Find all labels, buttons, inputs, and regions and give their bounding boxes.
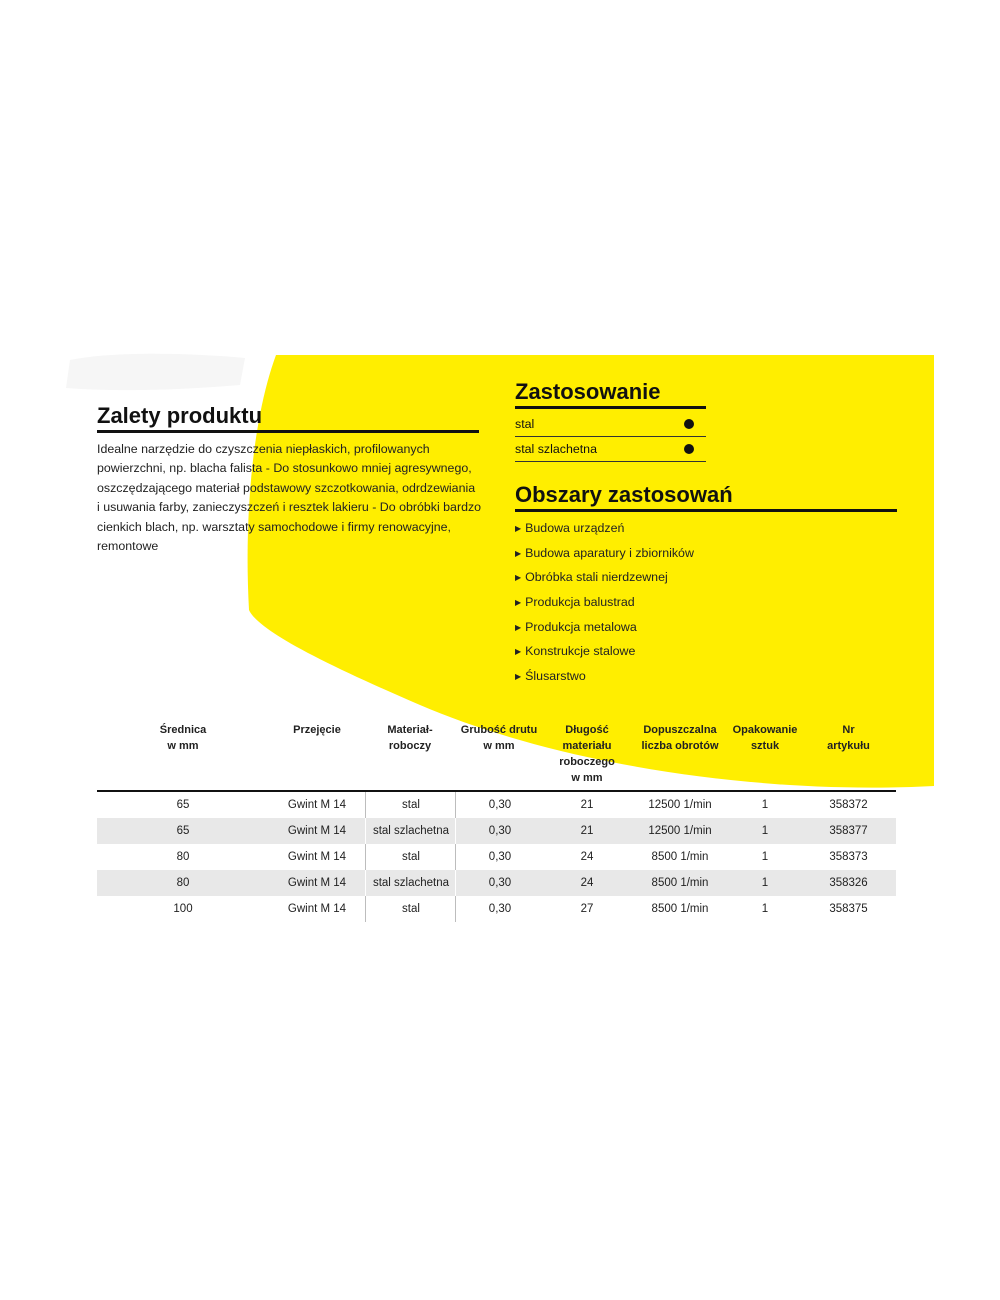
table-cell-wire: 0,30	[455, 792, 544, 818]
advantages-title: Zalety produktu	[97, 403, 263, 428]
column-header-wire: Grubość drutu w mm	[460, 724, 538, 752]
list-item: ▶ Budowa urządzeń	[515, 516, 694, 541]
table-cell-length: 24	[580, 851, 594, 863]
table-cell-packing: 1	[761, 877, 769, 889]
table-cell-material: stal	[365, 896, 456, 922]
triangle-bullet-icon: ▶	[515, 524, 522, 533]
table-cell-length: 21	[580, 799, 594, 811]
list-item: ▶ Konstrukcje stalowe	[515, 639, 694, 664]
table-header	[97, 718, 896, 792]
table-cell-diameter: 65	[176, 799, 190, 811]
table-cell-packing: 1	[761, 825, 769, 837]
filled-dot-icon	[684, 419, 694, 429]
table-cell-wire: 0,30	[455, 896, 544, 922]
table-cell-packing: 1	[761, 903, 769, 915]
column-header-diameter: Średnica w mm	[159, 724, 207, 752]
table-cell-connection: Gwint M 14	[287, 903, 347, 915]
triangle-bullet-icon: ▶	[515, 573, 522, 583]
triangle-bullet-icon: ▶	[515, 672, 522, 682]
table-cell-length: 21	[580, 825, 594, 837]
column-header-length: Długość materiału roboczego w mm	[559, 724, 615, 784]
triangle-bullet-icon: ▶	[515, 622, 522, 632]
table-cell-article: 358372	[829, 799, 868, 811]
advantages-line: powierzchni, np. blacha falista - Do stosunkowo mniej agresywnego,	[97, 461, 472, 476]
material-row-steel	[515, 412, 706, 437]
material-row-stainless-steel	[515, 437, 706, 462]
list-item: ▶ Obróbka stali nierdzewnej	[515, 565, 694, 590]
table-cell-speed: 8500 1/min	[651, 851, 709, 863]
table-row	[97, 792, 896, 818]
table-cell-speed: 8500 1/min	[651, 877, 709, 889]
table-row	[97, 818, 896, 844]
list-item: ▶ Produkcja metalowa	[515, 615, 694, 640]
table-cell-speed: 12500 1/min	[648, 825, 712, 837]
advantages-line: cienkich blach, np. warsztaty samochodowe i firmy renowacyjne,	[97, 519, 451, 534]
list-item: ▶ Produkcja balustrad	[515, 590, 694, 615]
application-title-rule	[515, 406, 706, 409]
areas-list	[515, 516, 694, 689]
table-cell-diameter: 100	[173, 903, 193, 915]
column-header-article: Nr artykułu	[827, 724, 870, 752]
table-row	[97, 870, 896, 896]
table-cell-wire: 0,30	[455, 818, 544, 844]
table-cell-speed: 8500 1/min	[651, 903, 709, 915]
column-header-packing: Opakowanie sztuk	[732, 724, 798, 752]
column-header-connection: Przejęcie	[293, 724, 341, 736]
table-cell-wire: 0,30	[455, 844, 544, 870]
list-item: ▶ Ślusarstwo	[515, 664, 694, 689]
application-title: Zastosowanie	[515, 379, 661, 404]
table-row	[97, 896, 896, 922]
table-cell-length: 27	[580, 903, 594, 915]
triangle-bullet-icon: ▶	[515, 548, 522, 558]
advantages-description	[97, 440, 482, 556]
material-label: stal szlachetna	[515, 442, 597, 456]
table-cell-material: stal	[365, 844, 456, 870]
advantages-title-rule	[97, 430, 479, 433]
table-cell-article: 358326	[829, 877, 868, 889]
table-cell-packing: 1	[761, 799, 769, 811]
table-cell-article: 358375	[829, 903, 868, 915]
triangle-bullet-icon: ▶	[515, 647, 522, 657]
specification-table	[97, 718, 896, 922]
table-cell-diameter: 80	[176, 851, 190, 863]
table-cell-article: 358377	[829, 825, 868, 837]
table-body	[97, 792, 896, 922]
material-label: stal	[515, 417, 535, 431]
table-row	[97, 844, 896, 870]
advantages-line: remontowe	[97, 539, 159, 554]
advantages-line: Idealne narzędzie do czyszczenia niepłaskich, profilowanych	[97, 442, 430, 456]
table-cell-connection: Gwint M 14	[287, 851, 347, 863]
areas-title: Obszary zastosowań	[515, 482, 733, 507]
areas-title-rule	[515, 509, 897, 512]
column-header-speed: Dopuszczalna liczba obrotów	[641, 724, 719, 752]
table-cell-connection: Gwint M 14	[287, 825, 347, 837]
table-cell-article: 358373	[829, 851, 868, 863]
table-cell-diameter: 65	[176, 825, 190, 837]
table-cell-wire: 0,30	[455, 870, 544, 896]
filled-dot-icon	[684, 444, 694, 454]
advantages-line: oszczędzającego materiał podstawowy szczotkowania, odrdzewiania	[97, 480, 476, 495]
table-cell-diameter: 80	[176, 877, 190, 889]
table-cell-material: stal szlachetna	[365, 818, 456, 844]
table-cell-speed: 12500 1/min	[648, 799, 712, 811]
table-cell-material: stal szlachetna	[365, 870, 456, 896]
table-cell-connection: Gwint M 14	[287, 877, 347, 889]
list-item: ▶ Budowa aparatury i zbiorników	[515, 541, 694, 566]
table-cell-material: stal	[365, 792, 456, 818]
column-header-material: Materiał- roboczy	[387, 724, 433, 752]
table-cell-packing: 1	[761, 851, 769, 863]
advantages-line: i usuwania farby, zanieczyszczeń i resztek lakieru - Do obróbki bardzo	[97, 500, 482, 515]
triangle-bullet-icon: ▶	[515, 598, 522, 608]
table-cell-connection: Gwint M 14	[287, 799, 347, 811]
table-cell-length: 24	[580, 877, 594, 889]
